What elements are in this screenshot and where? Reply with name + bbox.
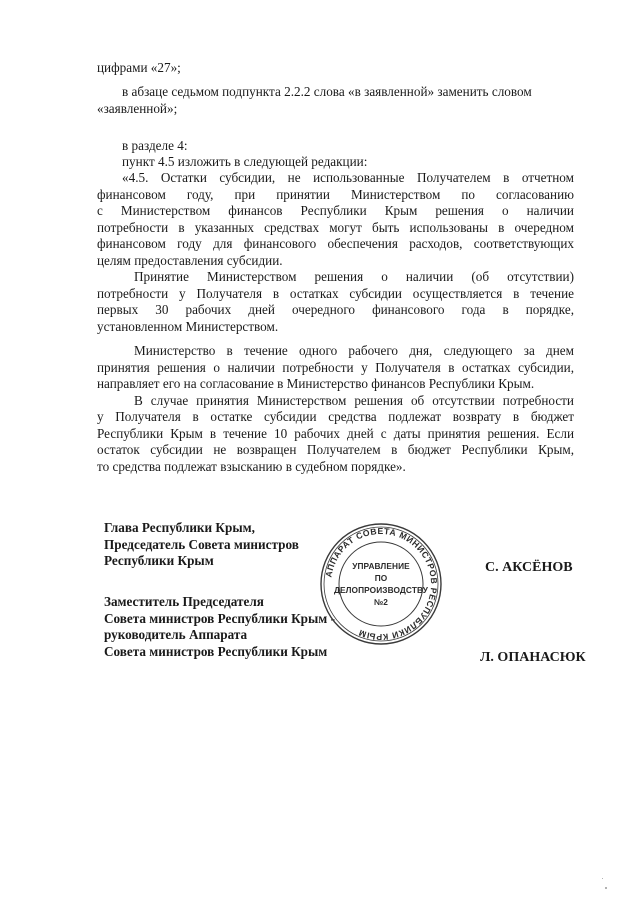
text-line: потребности в указанных средствах могут быть использованы в очередном xyxy=(97,220,574,235)
signature-position-line: Совета министров Республики Крым xyxy=(104,644,328,659)
text-line: в разделе 4: xyxy=(122,138,188,153)
signature-position-line: руководитель Аппарата xyxy=(104,627,248,642)
signature-position-line: Председатель Совета министров xyxy=(104,537,299,552)
text-line: Республики Крым в течение 10 рабочих дней с даты принятия решения. Если xyxy=(97,426,574,441)
text-line: в абзаце седьмом подпункта 2.2.2 слова «в заявленной» заменить словом xyxy=(122,84,532,99)
stamp-inner-text xyxy=(318,521,444,647)
stamp-inner-line: ПО xyxy=(374,573,388,583)
text-line: установленном Министерством. xyxy=(97,319,279,334)
text-line: остаток субсидии не возвращен Получателем в бюджет Республики Крым, xyxy=(97,442,574,457)
text-line: «4.5. Остатки субсидии, не использованные Получателем в отчетном xyxy=(122,170,574,185)
stamp-ring-text: АППАРАТ СОВЕТА МИНИСТРОВ РЕСПУБЛИКИ КРЫМ xyxy=(323,525,440,643)
text-line: Принятие Министерством решения о наличии (об отсутствии) xyxy=(134,269,574,284)
text-line: у Получателя в остатке субсидии средства подлежат возврату в бюджет xyxy=(97,409,574,424)
official-stamp xyxy=(318,521,444,647)
scan-speck xyxy=(602,878,603,879)
text-line: финансовом году, при принятии Министерством по согласованию xyxy=(97,187,574,202)
signatory-name: Л. ОПАНАСЮК xyxy=(480,650,586,665)
text-line: целям предоставления субсидии. xyxy=(97,253,283,268)
text-line: принятия решения о наличии потребности у Получателя в остатках субсидии, xyxy=(97,360,574,375)
signature-position-line: Заместитель Председателя xyxy=(104,594,264,609)
signature-position-line: Республики Крым xyxy=(104,553,214,568)
text-line: пункт 4.5 изложить в следующей редакции: xyxy=(122,154,368,169)
text-line: потребности у Получателя в остатках субсидии осуществляется в течение xyxy=(97,286,574,301)
signature-position-line: Совета министров Республики Крым - xyxy=(104,611,335,626)
scan-speck xyxy=(605,887,607,889)
text-line: с Министерством финансов Республики Крым решения о наличии xyxy=(97,203,574,218)
stamp-inner-line: ДЕЛОПРОИЗВОДСТВУ xyxy=(333,585,429,595)
text-line: направляет его на согласование в Министерство финансов Республики Крым. xyxy=(97,376,535,391)
text-line: финансовом году для финансового обеспечения расходов, соответствующих xyxy=(97,236,574,251)
text-line: первых 30 рабочих дней очередного финансового года в порядке, xyxy=(97,302,574,317)
signature-position-line: Глава Республики Крым, xyxy=(104,520,255,535)
text-line: цифрами «27»; xyxy=(97,60,181,75)
stamp-inner-line: №2 xyxy=(373,597,389,607)
text-line: «заявленной»; xyxy=(97,101,178,116)
signatory-name: С. АКСЁНОВ xyxy=(485,560,573,575)
text-line: В случае принятия Министерством решения об отсутствии потребности xyxy=(134,393,574,408)
text-line: Министерство в течение одного рабочего дня, следующего за днем xyxy=(134,343,574,358)
stamp-inner-line: УПРАВЛЕНИЕ xyxy=(352,561,410,571)
text-line: то средства подлежат взысканию в судебном порядке». xyxy=(97,459,406,474)
